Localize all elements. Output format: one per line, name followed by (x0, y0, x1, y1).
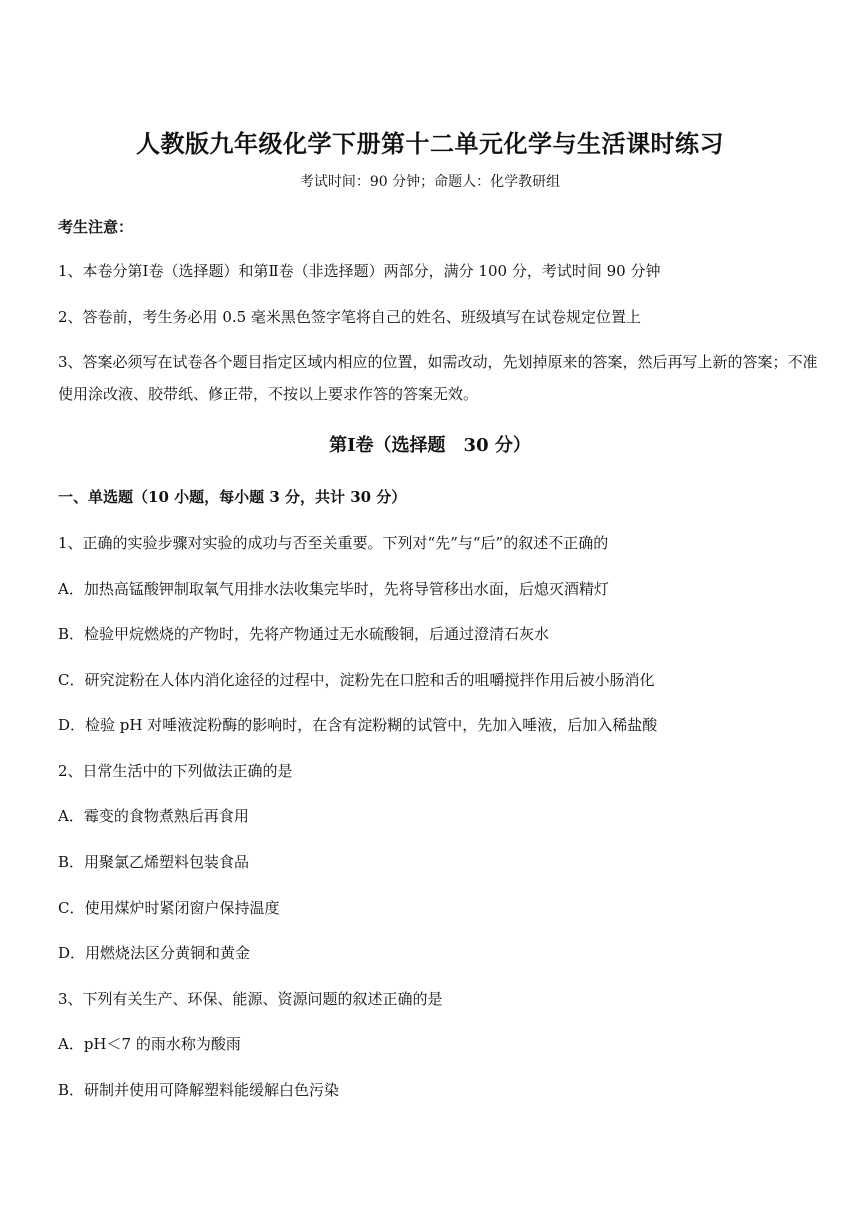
question-2-stem: 2、日常生活中的下列做法正确的是 (58, 762, 293, 780)
question-3-option-a: A．pH＜7 的雨水称为酸雨 (58, 1035, 241, 1053)
question-1-option-d: D．检验 pH 对唾液淀粉酶的影响时，在含有淀粉糊的试管中，先加入唾液，后加入稀盐酸 (58, 716, 658, 734)
question-1-option-c: C．研究淀粉在人体内消化途径的过程中，淀粉先在口腔和舌的咀嚼搅拌作用后被小肠消化 (58, 671, 655, 689)
section-title: 第Ⅰ卷（选择题 30 分） (329, 435, 531, 456)
question-3-option-b: B．研制并使用可降解塑料能缓解白色污染 (58, 1081, 340, 1099)
question-1-option-b: B．检验甲烷燃烧的产物时，先将产物通过无水硫酸铜，后通过澄清石灰水 (58, 625, 550, 643)
question-3-stem: 3、下列有关生产、环保、能源、资源问题的叙述正确的是 (58, 990, 443, 1008)
question-1-stem: 1、正确的实验步骤对实验的成功与否至关重要。下列对“先”与“后”的叙述不正确的 (58, 534, 609, 552)
question-2-option-b: B．用聚氯乙烯塑料包装食品 (58, 853, 250, 871)
notice-item-2: 2、答卷前，考生务必用 0.5 毫米黑色签字笔将自己的姓名、班级填写在试卷规定位置上 (58, 308, 641, 326)
notice-item-3: 3、答案必须写在试卷各个题目指定区域内相应的位置，如需改动，先划掉原来的答案，然后再写上新的答案；不准使用涂改液、胶带纸、修正带，不按以上要求作答的答案无效。 (58, 353, 818, 403)
part-title: 一、单选题（10 小题，每小题 3 分，共计 30 分） (58, 488, 407, 506)
exam-info: 考试时间：90 分钟；命题人：化学教研组 (299, 174, 561, 190)
question-1-option-a: A．加热高锰酸钾制取氧气用排水法收集完毕时，先将导管移出水面，后熄灭酒精灯 (58, 580, 609, 598)
notice-item-1: 1、本卷分第Ⅰ卷（选择题）和第Ⅱ卷（非选择题）两部分，满分 100 分，考试时间 90 分钟 (58, 262, 661, 280)
question-2-option-c: C．使用煤炉时紧闭窗户保持温度 (58, 899, 280, 917)
question-2-option-d: D．用燃烧法区分黄铜和黄金 (58, 944, 251, 962)
notice-heading: 考生注意： (58, 218, 134, 236)
page-title: 人教版九年级化学下册第十二单元化学与生活课时练习 (136, 129, 724, 158)
question-2-option-a: A．霉变的食物煮熟后再食用 (58, 807, 249, 825)
